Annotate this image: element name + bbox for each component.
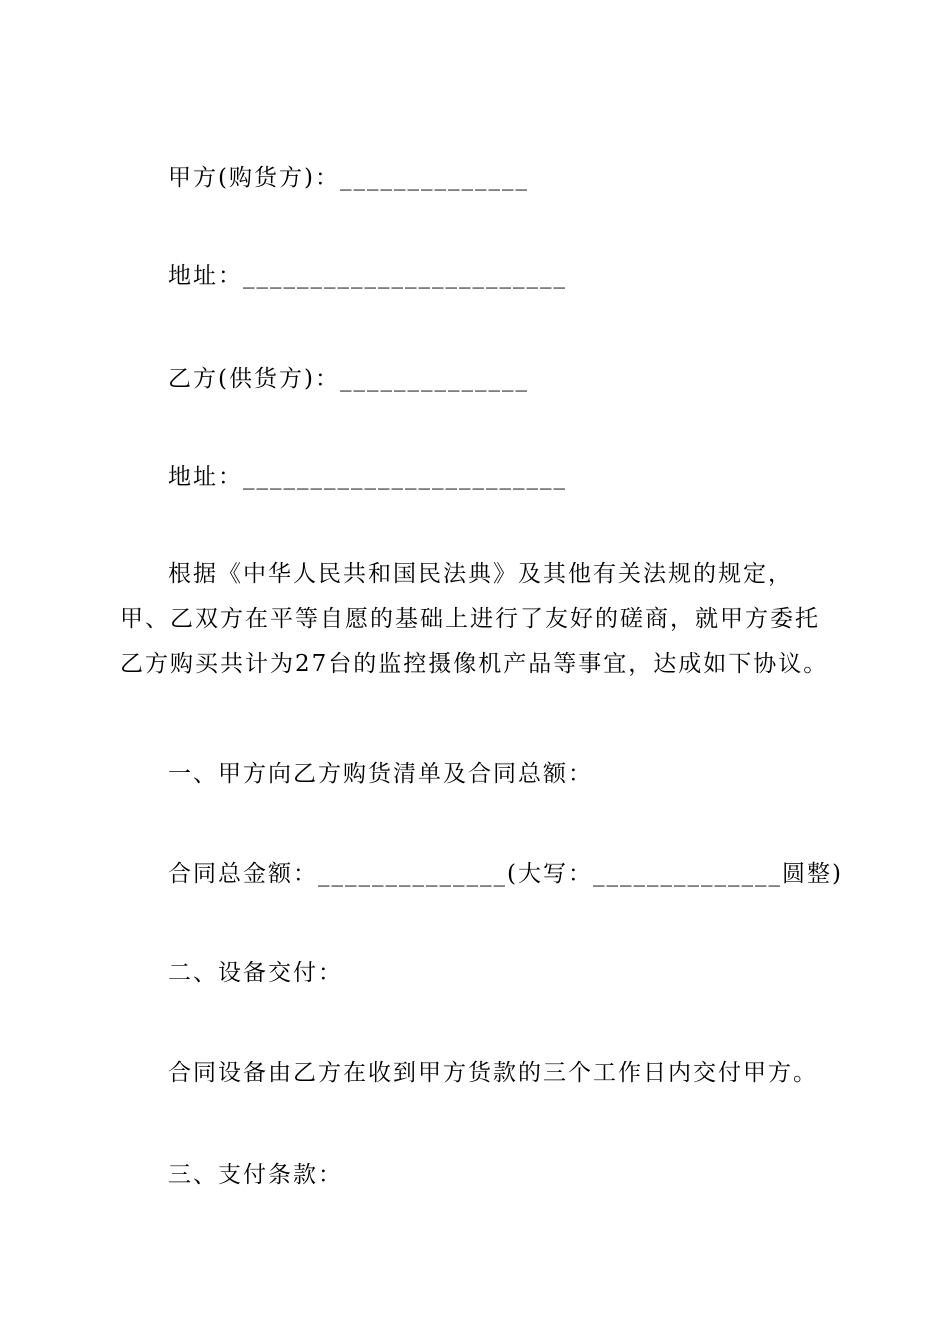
contract-total-label: 合同总金额：: [168, 861, 318, 887]
preamble-paragraph: [120, 552, 835, 687]
party-a-line: [168, 163, 529, 193]
section-1-heading: 一、甲方向乙方购货清单及合同总额：: [168, 761, 593, 787]
contract-total-blank: ______________: [318, 861, 507, 887]
section-3-heading: 三、支付条款：: [168, 1162, 343, 1188]
preamble-text: 根据《中华人民共和国民法典》及其他有关法规的规定，甲、乙双方在平等自愿的基础上进行了友好的磋商，就甲方委托乙方购买共计为27台的监控摄像机产品等事宜，达成如下协议。: [120, 561, 829, 677]
capital-amount-blank: ______________: [592, 861, 782, 887]
party-a-label: 甲方(购货方)：: [168, 165, 340, 191]
party-b-address-blank: ________________________: [243, 464, 567, 490]
party-a-address-line: [168, 261, 567, 291]
party-b-address-line: [168, 462, 567, 492]
section-2-heading: 二、设备交付：: [168, 960, 343, 986]
capital-amount-suffix: 圆整): [781, 861, 843, 887]
party-b-address-label: 地址：: [168, 464, 243, 490]
section-2-body: 合同设备由乙方在收到甲方货款的三个工作日内交付甲方。: [168, 1060, 818, 1086]
party-b-label: 乙方(供货方)：: [168, 366, 340, 392]
party-b-line: [168, 364, 529, 394]
party-b-blank: ______________: [339, 366, 529, 392]
party-a-address-label: 地址：: [168, 263, 243, 289]
contract-total-line: [168, 859, 843, 889]
capital-amount-label: (大写：: [507, 861, 593, 887]
party-a-blank: ______________: [339, 165, 529, 191]
party-a-address-blank: ________________________: [243, 263, 567, 289]
